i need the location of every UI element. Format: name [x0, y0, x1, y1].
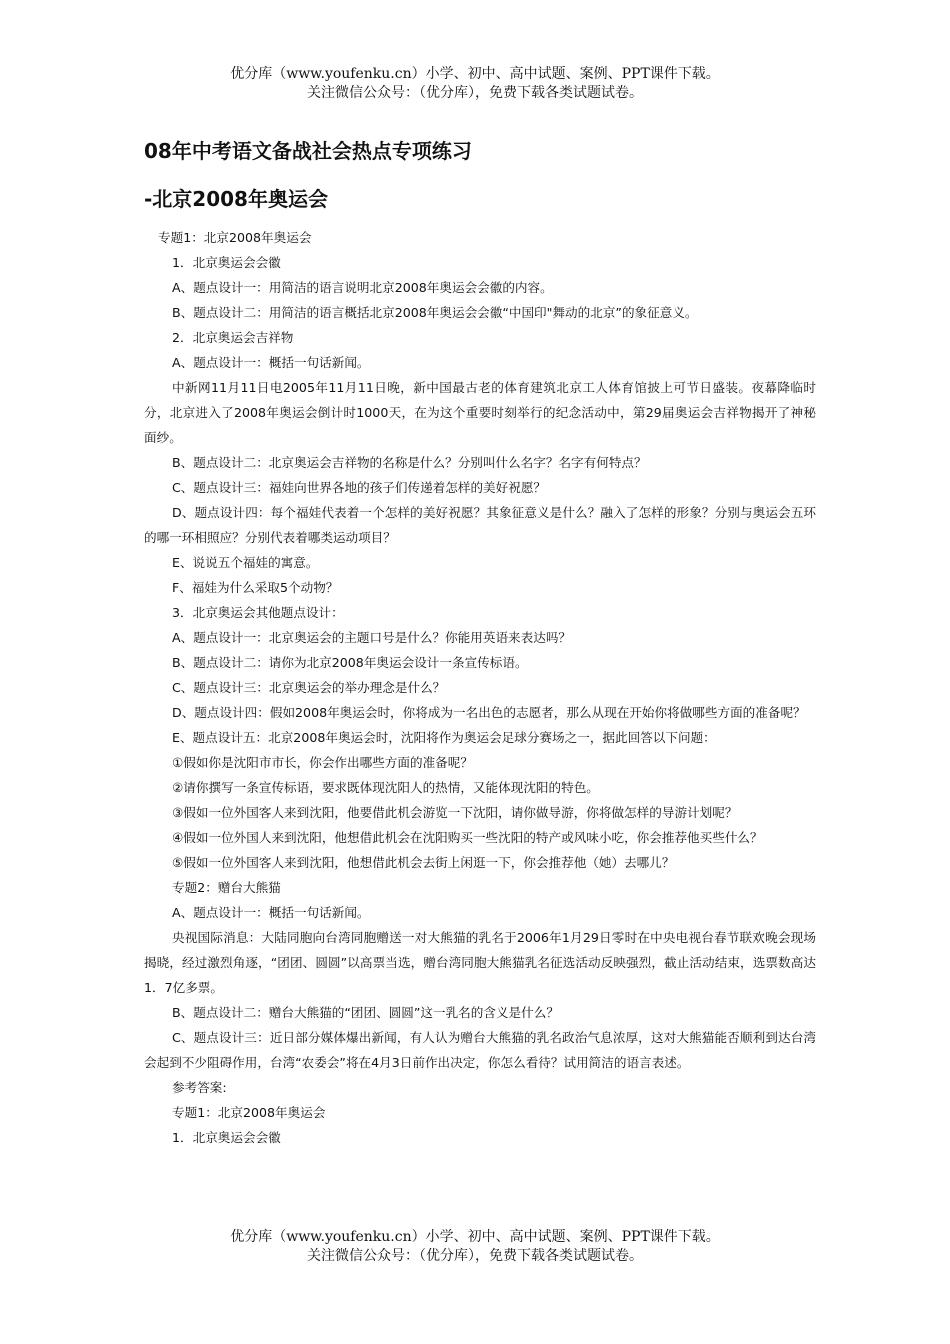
paragraph: C、题点设计三：北京奥运会的举办理念是什么？: [172, 680, 446, 695]
paragraph: C、题点设计三：福娃向世界各地的孩子们传递着怎样的美好祝愿？: [172, 480, 547, 495]
paragraph: C、题点设计三：近日部分媒体爆出新闻，有人认为赠台大熊猫的乳名政治气息浓厚，这对大熊猫能否顺利到达台湾会起到不少阻碍作用，台湾“农委会”将在4月3日前作出决定，你怎么看待？试用简洁的语言表述。: [144, 1030, 816, 1070]
paragraph: E、说说五个福娃的寓意。: [172, 555, 319, 570]
paragraph: F、福娃为什么采取5个动物？: [172, 580, 339, 595]
paragraph: B、题点设计二：用简洁的语言概括北京2008年奥运会会徽“中国印"舞动的北京”的象征意义。: [172, 305, 698, 320]
paragraph: 专题1：北京2008年奥运会: [172, 1105, 326, 1120]
paragraph: ②请你撰写一条宣传标语，要求既体现沈阳人的热情，又能体现沈阳的特色。: [172, 780, 599, 795]
paragraph: D、题点设计四：假如2008年奥运会时，你将成为一名出色的志愿者，那么从现在开始你将做哪些方面的准备呢？: [172, 705, 806, 720]
paragraph: 1．北京奥运会会徽: [172, 1130, 281, 1145]
paragraph: ③假如一位外国客人来到沈阳，他要借此机会游览一下沈阳，请你做导游，你将做怎样的导游计划呢？: [172, 805, 738, 820]
paragraph: 专题2：赠台大熊猫: [172, 880, 281, 895]
paragraph: 央视国际消息：大陆同胞向台湾同胞赠送一对大熊猫的乳名于2006年1月29日零时在中央电视台春节联欢晚会现场揭晓，经过激烈角逐，“团团、圆圆”以高票当选，赠台湾同胞大熊猫乳名征选活动反映强烈，截止活动结束，选票数高达1．7亿多票。: [144, 930, 816, 995]
document-subtitle: -北京2008年奥运会: [144, 187, 328, 211]
paragraph: D、题点设计四：每个福娃代表着一个怎样的美好祝愿？其象征意义是什么？融入了怎样的形象？分别与奥运会五环的哪一环相照应？分别代表着哪类运动项目？: [144, 505, 816, 545]
paragraph: A、题点设计一：概括一句话新闻。: [172, 905, 370, 920]
page-header: [0, 65, 950, 103]
footer-line-2: 关注微信公众号：（优分库），免费下载各类试题试卷。: [307, 1248, 643, 1264]
header-line-2: 关注微信公众号：（优分库），免费下载各类试题试卷。: [307, 85, 643, 101]
paragraph: ①假如你是沈阳市市长，你会作出哪些方面的准备呢？: [172, 755, 473, 770]
page-footer: [0, 1228, 950, 1266]
paragraph: B、题点设计二：北京奥运会吉祥物的名称是什么？分别叫什么名字？名字有何特点？: [172, 455, 647, 470]
paragraph: E、题点设计五：北京2008年奥运会时，沈阳将作为奥运会足球分赛场之一，据此回答以下问题：: [172, 730, 716, 745]
paragraph: 参考答案:: [172, 1080, 227, 1095]
paragraph: B、题点设计二：赠台大熊猫的“团团、圆圆”这一乳名的含义是什么？: [172, 1005, 559, 1020]
paragraph: A、题点设计一：概括一句话新闻。: [172, 355, 370, 370]
paragraph: B、题点设计二：请你为北京2008年奥运会设计一条宣传标语。: [172, 655, 528, 670]
document-title: 08年中考语文备战社会热点专项练习: [144, 139, 472, 163]
document-body: [144, 225, 816, 1150]
paragraph: 1．北京奥运会会徽: [172, 255, 281, 270]
header-line-1: 优分库（www.youfenku.cn）小学、初中、高中试题、案例、PPT课件下载。: [230, 66, 720, 82]
paragraph: 2．北京奥运会吉祥物: [172, 330, 294, 345]
paragraph: 专题1：北京2008年奥运会: [158, 230, 312, 245]
paragraph: 3．北京奥运会其他题点设计：: [172, 605, 344, 620]
paragraph: 中新网11月11日电2005年11月11日晚，新中国最古老的体育建筑北京工人体育馆披上可节日盛装。夜幕降临时分，北京进入了2008年奥运会倒计时1000天，在为这个重要时刻举行的纪念活动中，第29届奥运会吉祥物揭开了神秘面纱。: [144, 380, 816, 445]
paragraph: ④假如一位外国人来到沈阳，他想借此机会在沈阳购买一些沈阳的特产或风味小吃，你会推荐他买些什么？: [172, 830, 763, 845]
footer-line-1: 优分库（www.youfenku.cn）小学、初中、高中试题、案例、PPT课件下载。: [230, 1229, 720, 1245]
paragraph: ⑤假如一位外国客人来到沈阳，他想借此机会去街上闲逛一下，你会推荐他（她）去哪儿？: [172, 855, 675, 870]
paragraph: A、题点设计一：用简洁的语言说明北京2008年奥运会会徽的内容。: [172, 280, 553, 295]
paragraph: A、题点设计一：北京奥运会的主题口号是什么？你能用英语来表达吗？: [172, 630, 572, 645]
